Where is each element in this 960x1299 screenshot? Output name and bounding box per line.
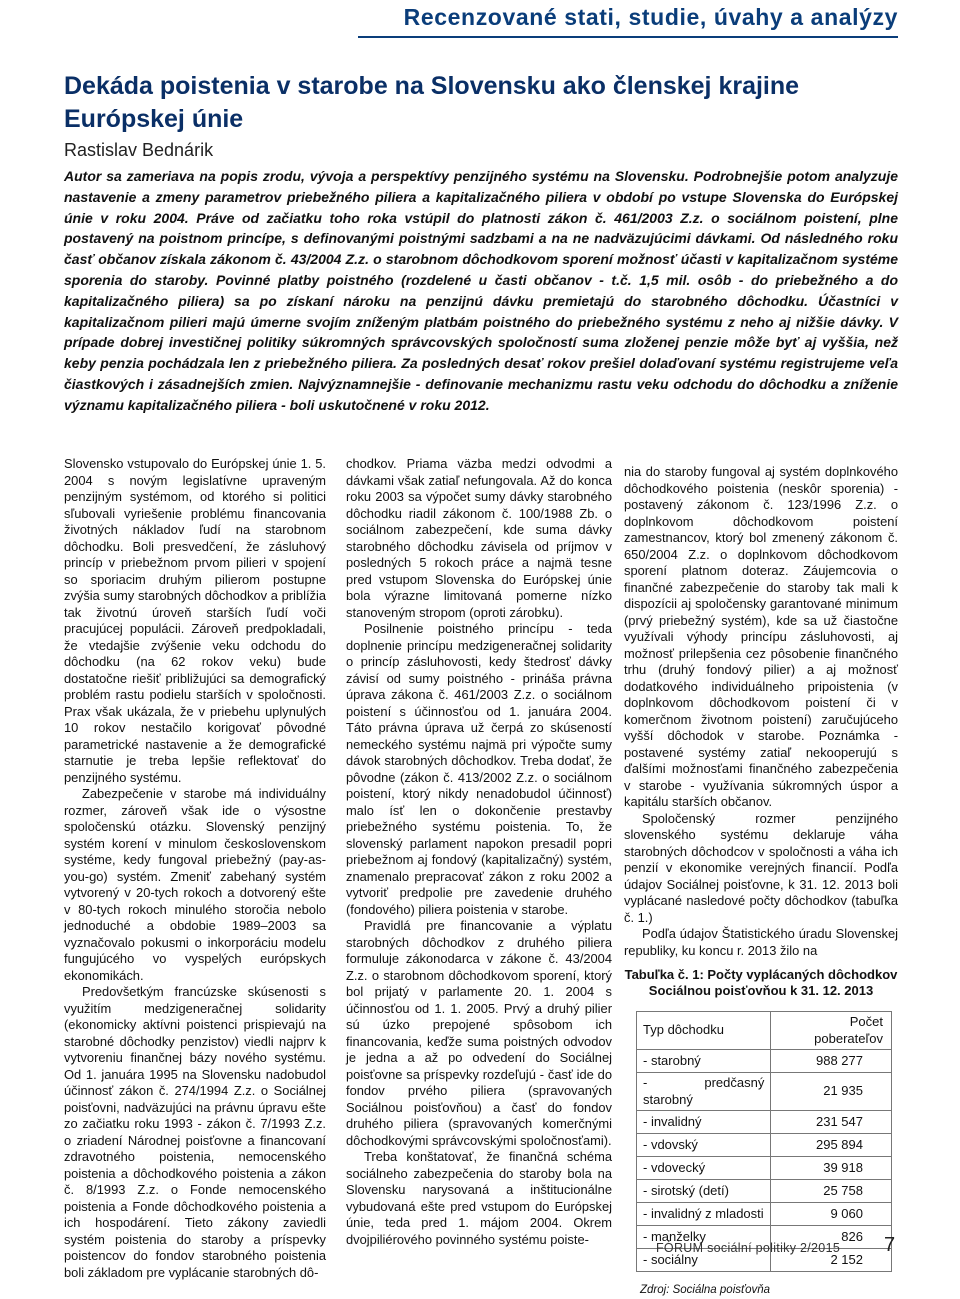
column-header-count: Počet poberateľov bbox=[771, 1012, 892, 1050]
header-rule bbox=[358, 36, 898, 38]
row-type: - vdovský bbox=[637, 1134, 771, 1157]
text-column-1 bbox=[64, 456, 326, 1281]
paragraph: Podľa údajov Štatistického úradu Slovenskej republiky, ku koncu r. 2013 žilo na bbox=[624, 926, 898, 958]
journal-footer: FÓRUM sociální politiky 2/2015 bbox=[656, 1241, 841, 1255]
paragraph: Posilnenie poistného princípu - teda doplnenie princípu medzigeneračnej solidarity o princíp zásluhovosti, kedy štedrosť dávky závisí od sumy poistného - prináša právna úprava zákona č. 461/2003 Z.z. o sociálnom poistení s účinnosťou od 1. januára 2004. Táto právna úprava už čerpá zo skúseností nemeckého systému najmä pri výpočte sumy dávok starobných dôchodkov. Treba dodať, že pôvodne (zákon č. 413/2002 Z.z. o sociálnom poistení, ktorý nikdy nenadobudol účinnosť) malo ísť len o dokončenie prestavby priebežného systému poistenia. To, že slovenský parlament napokon presadil popri priebežnom aj fondový (kapitalizačný) systém, znamenalo prepracovať zákon z roku 2002 a vytvoriť predpolie pre zavedenie druhého (fondového) piliera poistenia v starobe. bbox=[346, 621, 612, 917]
table-source: Zdroj: Sociálna poisťovňa bbox=[640, 1284, 771, 1296]
table-row bbox=[637, 1203, 892, 1226]
row-count: 21 935 bbox=[771, 1073, 892, 1111]
text-column-2 bbox=[346, 456, 612, 1248]
article-title: Dekáda poistenia v starobe na Slovensku ako členskej krajine Európskej únie bbox=[64, 72, 800, 133]
table-caption: Tabuľka č. 1: Počty vyplácaných dôchodkov Sociálnou poisťovňou k 31. 12. 2013 bbox=[624, 967, 898, 998]
table-header-row bbox=[637, 1012, 892, 1050]
article-abstract: Autor sa zameriava na popis zrodu, vývoja a perspektívy penzijného systému na Slovensku. Podrobnejšie potom analyzuje nastavenie a zmeny parametrov priebežného piliera a kapitalizačného piliera v období po vstupe Slovenska do Európskej únie v roku 2004. Práve od začiatku toho roka vstúpil do platnosti zákon č. 461/2003 Z.z. o sociálnom poistení, plne postavený na poistnom princípe, s definovanými poistnými sadzbami a na ne nadväzujúcimi dávkami. Od následného roku časť občanov získala zákonom č. 43/2004 Z.z. o starobnom dôchodkovom sporení možnosť účasti v kapitalizačnom systéme sporenia do staroby. Povinné platby poistného (rozdelené u časti občanov - t.č. 1,5 mil. osôb - do priebežného a do kapitalizačného piliera) sa po získaní nároku na penzijnú dávku premietajú do starobného dôchodku. Účastníci v kapitalizačnom pilieri majú úmerne svojím zníženým platbám poistného do priebežného systému z neho aj nižšie dávky. V prípade dobrej investičnej politiky súkromných správcovských spoločností suma zloženej penzie môže byť aj vyššia, než keby penzia pochádzala len z priebežného piliera. Za posledných desať rokov prešiel dolaďovaní systému registrujeme veľa čiastkových i zásadnejších zmien. Najvýznamnejšie - definovanie mechanizmu rastu veku odchodu do dôchodku a zníženie významu kapitalizačného piliera - boli uskutočnené v roku 2012. bbox=[64, 168, 898, 413]
row-count: 25 758 bbox=[771, 1180, 892, 1203]
row-type: - predčasný starobný bbox=[637, 1073, 771, 1111]
row-type: - vdovecký bbox=[637, 1157, 771, 1180]
pension-counts-table bbox=[636, 1011, 892, 1272]
text-column-3 bbox=[624, 464, 898, 1299]
row-count: 9 060 bbox=[771, 1203, 892, 1226]
row-count: 295 894 bbox=[771, 1134, 892, 1157]
paragraph: Pravidlá pre financovanie a výplatu starobných dôchodkov z druhého piliera formuluje zákonodarca v zákone č. 43/2004 Z.z. o starobnom dôchodkovom sporení, ktorý bol prijatý v parlamente 20. 1. 2004 s účinnosťou od 1. 1. 2005. Prvý a druhý pilier sú úzko prepojené spôsobom ich financovania, keďže suma poistných odvodov je jedna a až po odvedení do Sociálnej poisťovne sa príspevky rozdeľujú - časť ide do fondov prvého piliera (spravovaných Sociálnou poisťovňou) a časť do fondov druhého piliera (spravovaných komerčnými dôchodkovými správcovskými spoločnosťami). bbox=[346, 918, 612, 1148]
paragraph: Slovensko vstupovalo do Európskej únie 1. 5. 2004 s novým legislatívne upraveným penzijným systémom, od ktorého si politici sľubovali vyriešenie problému financovania životných nákladov ľudí na starobnom dôchodku. Boli presvedčení, že zásluhový princíp v priebežnom prvom pilieri v spojení so sporiacim druhým pilierom postupne zvýšia sumy starobných dôchodkov a priblížia tak životnú úroveň starších ľudí voči pracujúcej populácii. Zároveň predpokladali, že vtedajšie zvýšenie veku odchodu do dôchodku (na 62 rokov veku) bude dostatočne riešiť približujúci sa demografický problém rastu podielu starších v spoločnosti. Prax však ukázala, že v priebehu uplynulých 10 rokov nestačilo korigovať pôvodné parametrické nastavenie a že demografické starnutie je treba lepšie reflektovať do penzijného systému. bbox=[64, 456, 326, 785]
row-count: 39 918 bbox=[771, 1157, 892, 1180]
table-row bbox=[637, 1111, 892, 1134]
paragraph: Zabezpečenie v starobe má individuálny rozmer, zároveň však ide o výsostne spoločenskú otázku. Slovenský penzijný systém korení v minulom československom systéme, kedy fungoval priebežný (pay-as-you-go) systém. Zmeniť zabehaný systém vytvorený v 20-tych rokoch a dotvorený ešte v 80-tych rokoch minulého storočia nebolo jednoduché a obdobie 1989–2003 sa vyznačovalo pokusmi o inkorporáciu modelu fungujúcého vo vyspelých európskych ekonomikách. bbox=[64, 786, 326, 983]
column-header-type: Typ dôchodku bbox=[637, 1012, 771, 1050]
section-title: Recenzované stati, studie, úvahy a analýzy bbox=[403, 4, 898, 30]
row-type: - invalidný z mladosti bbox=[637, 1203, 771, 1226]
row-type: - starobný bbox=[637, 1050, 771, 1073]
paragraph: Spoločenský rozmer penzijného slovenského systému deklaruje váha starobných dôchodcov v spoločnosti a váha ich penzií v ekonomike verejných financií. Podľa údajov Sociálnej poisťovne, k 31. 12. 2013 boli vyplácané nasledové počty dôchodkov (tabuľka č. 1.) bbox=[624, 810, 898, 925]
row-count: 231 547 bbox=[771, 1111, 892, 1134]
paragraph: chodkov. Priama väzba medzi odvodmi a dávkami však zatiaľ nefungovala. Až do konca roku 2003 sa výpočet sumy dávky starobného dôchodku riadil zákonom č. 100/1988 Zb. o sociálnom zabezpečení, kde suma dávky starobného dôchodku závisela od príjmov v posledných 5 rokoch práce a najmä tesne pred vstupom Slovenska do Európskej únie bola výrazne limitovaná pomerne nízko stanoveným stropom (oproti zárobku). bbox=[346, 456, 612, 620]
row-type: - sirotský (detí) bbox=[637, 1180, 771, 1203]
table-row bbox=[637, 1050, 892, 1073]
article-author: Rastislav Bednárik bbox=[64, 140, 214, 160]
paragraph: Predovšetkým francúzske skúsenosti s využitím medzigeneračnej solidarity (ekonomicky aktívni poistenci prispievajú na starobné dôchodky penzistov) viedli najprv k vytvoreniu finančnej bázy nového systému. Od 1. januára 1995 na Slovensku nadobudol účinnosť zákon č. 274/1994 Z.z. o Sociálnej poisťovni, nadväzujúci na právnu úpravu ešte zo začiatku roku 1993 - zákon č. 7/1993 Z.z. o zriadení Národnej poisťovne a financovaní zdravotného poistenia, nemocenského poistenia a dôchodkového poistenia a zákon č. 8/1993 Z.z. o Fonde nemocenského poistenia a Fonde dôchodkového poistenia a ich hospodárení. Tieto zákony zaviedli systém poistenia do staroby a príspevky poistencov do fondov starobného poistenia boli základom pre vyplácanie starobných dô- bbox=[64, 984, 326, 1280]
table-row bbox=[637, 1073, 892, 1111]
section-header bbox=[0, 0, 960, 40]
table-row bbox=[637, 1157, 892, 1180]
paragraph: nia do staroby fungoval aj systém doplnkového dôchodkového poistenia (neskôr sporenia) - postavený zákonom č. 123/1996 Z.z. o doplnkovom dôchodkovom poistení zamestnancov, ktorý bol zmenený zákonom č. 650/2004 Z.z. o doplnkovom dôchodkovom sporení platnom doteraz. Záujemcovia o finančné zabezpečenie do staroby tak mali k dispozícii aj spoločensky garantované minimum (prvý priebežný systém), kde sa už čiastočne využívali výhody princípu zásluhovosti, aj možnosť prilepšenia cez pôsobenie finančného trhu (druhý fondový pilier) a aj možnosť dodatkového individuálneho pripoistenia (v doplnkovom dôchodkovom poistení či v komerčnom životnom poistení) zaručujúceho vyšší dôchodok v starobe. Poznámka - postavené systémy zatiaľ nekooperujú s ďalšími možnosťami finančného zabezpečenia v starobe - využívania súkromných úspor a kapitálu starších občanov. bbox=[624, 464, 898, 809]
row-count: 826 bbox=[771, 1226, 892, 1249]
row-count: 2 152 bbox=[771, 1249, 892, 1272]
row-count: 988 277 bbox=[771, 1050, 892, 1073]
table-row bbox=[637, 1134, 892, 1157]
row-type: - manželky bbox=[637, 1226, 771, 1249]
row-type: - invalidný bbox=[637, 1111, 771, 1134]
table-row bbox=[637, 1180, 892, 1203]
page-number: 7 bbox=[884, 1234, 896, 1256]
row-type: - sociálny bbox=[637, 1249, 771, 1272]
paragraph: Treba konštatovať, že finančná schéma sociálneho zabezpečenia do staroby bola na Slovensku narysovaná a inštitucionálne vybudovaná ešte pred vstupom do Európskej únie, teda pred 1. májom 2004. Okrem dvojpiliérového povinného systému poiste- bbox=[346, 1149, 612, 1247]
